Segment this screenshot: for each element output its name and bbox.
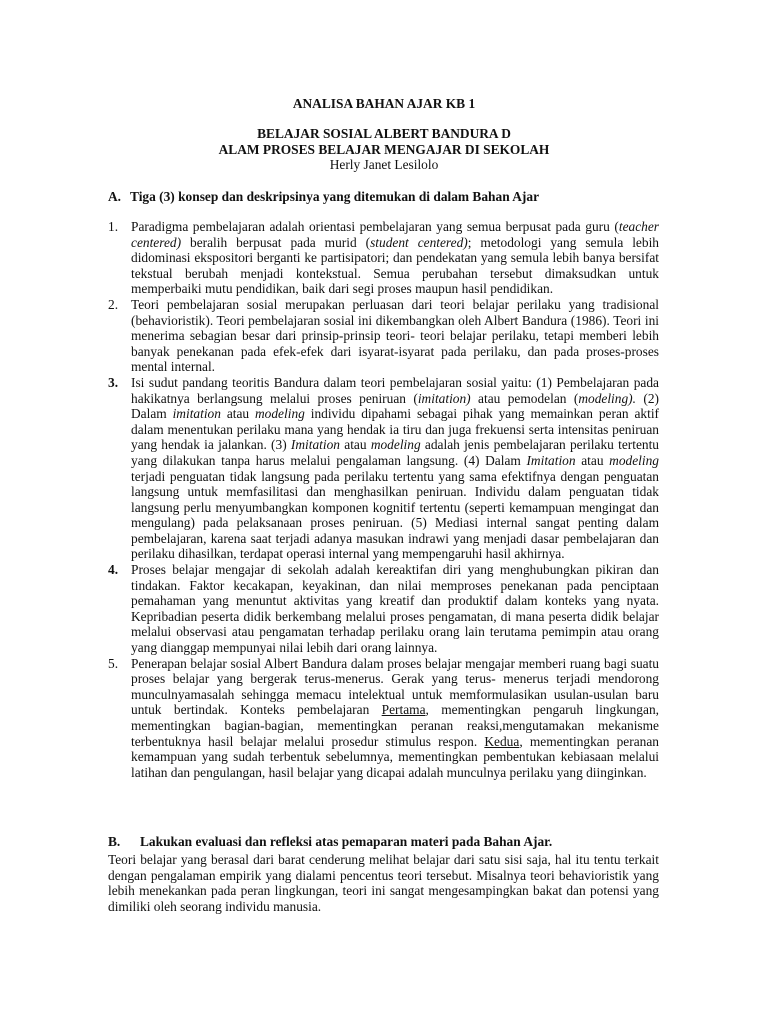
item-text: individu dipahami sebagai pihak yang memainkan peran aktif dalam menentukan perilaku mana yang hendak ia tiru dan juga frekuensi serta intensitas peniruan yang hendak ia jalankan. (3) [131, 406, 659, 453]
section-b-heading-text: Lakukan evaluasi dan refleksi atas pemaparan materi pada Bahan Ajar. [140, 834, 553, 849]
item-italic-term: teacher centered) [131, 219, 659, 250]
section-b-paragraph: Teori belajar yang berasal dari barat cenderung melihat belajar dari satu sisi saja, hal itu tentu terkait dengan pengalaman empirik yang dialami pencentus teori tersebut. Misalnya teori behavioristik yang lebih menekankan pada peran lingkungan, teori ini sangat mengesampingkan bakat dan potensi yang dimiliki oleh seorang individu manusia. [108, 852, 659, 914]
item-underlined-term: Pertama [381, 702, 426, 718]
list-item [108, 562, 659, 656]
item-number: 3. [108, 374, 119, 390]
author-name: Herly Janet Lesilolo [329, 157, 439, 172]
item-text: ; metodologi yang semula lebih didominasi ekspositori berganti ke partisipatori; dan pendekatan yang semula lebih banya bersifat tekstual berubah menjadi kontekstual. Semua perubahan tersebut dimaksudkan untuk memperbaiki mutu pendidikan, baik dari segi proses maupun hasil pendidikan. [131, 234, 659, 297]
item-italic-term: Imitation [526, 452, 576, 468]
section-b-heading [108, 834, 668, 850]
item-number: 1. [108, 219, 119, 234]
item-text: Penerapan belajar sosial Albert Bandura dalam proses belajar mengajar memberi ruang bagi suatu proses belajar yang bergerak terus-menerus. Gerak yang terus- menerus terjadi mendorong munculnyamasalah sehingga memacu intelektual untuk memformulasikan usulan-usulan baru untuk bertindak. Konteks pembelajaran [131, 655, 659, 718]
item-text: (2) Dalam [131, 390, 659, 422]
list-item [108, 219, 659, 297]
item-number: 5. [108, 655, 119, 671]
item-text: atau pemodelan ( [470, 390, 579, 406]
item-italic-term: student centered) [370, 234, 468, 250]
item-text: Paradigma pembelajaran adalah orientasi pembelajaran yang semua berpusat pada guru ( [131, 219, 619, 234]
section-a-heading [108, 189, 668, 205]
item-text: , mementingkan peranan kemampuan yang sudah terbentuk sebelumnya, mementingkan pembentukan kebiasaan melalui latihan dan pengulangan, hasil belajar yang dicapai adalah munculnya perilaku yang diinginkan. [131, 733, 659, 780]
item-text: atau [575, 452, 610, 468]
item-italic-term: modeling [255, 406, 305, 422]
item-italic-term: imitation [172, 406, 221, 422]
section-b-marker: B. [108, 834, 121, 849]
item-text: Isi sudut pandang teoritis Bandura dalam teori pembelajaran sosial yaitu: (1) Pembelajaran pada hakikatnya berlangsung melalui proses peniruan ( [131, 374, 659, 406]
list-item [108, 656, 659, 781]
item-text: atau [220, 406, 255, 422]
item-italic-term: Imitation [290, 437, 341, 453]
item-number: 4. [108, 562, 119, 578]
item-text: terjadi penguatan tidak langsung pada perilaku tertentu yang sama efektifnya dengan penguatan langsung untuk memfasilitasi dan menghasilkan peniruan. Individu dalam penguatan tidak langsung perlu menyumbangkan komponen kognitif tertentu (seperti kemampuan mengingat dan mengulang) pada pelaksanaan proses peniruan. (5) Mediasi internal sangat penting dalam pembelajaran, karena saat terjadi adanya masukan indrawi yang menjadi dasar pembelajaran dan perilaku dihasilkan, terdapat operasi internal yang mempengaruhi hasil akhirnya. [131, 468, 659, 562]
item-italic-term: modeling [370, 437, 421, 453]
item-text: atau [340, 437, 371, 453]
concept-list [108, 219, 659, 780]
list-item [108, 375, 659, 562]
item-italic-term: modeling [609, 452, 660, 468]
item-italic-term: modeling). [578, 390, 636, 406]
item-text: Proses belajar mengajar di sekolah adalah kereaktifan diri yang menghubungkan pikiran dan tindakan. Faktor kecakapan, keyakinan, dan nilai memproses penekanan pada penciptaan pemahaman yang menuntut aktivitas yang kreatif dan produktif dalam konteks yang nyata. Kepribadian peserta didik berkembang melalui proses pengamatan, di mana peserta didik belajar melalui observasi atau pengamatan terhadap perilaku orang lain terutama pemimpin atau orang yang dianggap mempunyai nilai lebih dari orang lainnya. [131, 562, 659, 656]
item-italic-term: imitation) [417, 390, 471, 406]
item-number: 2. [108, 296, 119, 312]
item-text: Teori pembelajaran sosial merupakan perluasan dari teori belajar perilaku yang tradisional (behavioristik). Teori pembelajaran sosial ini dikembangkan oleh Albert Bandura (1986). Teori ini menerima sebagian besar dari prinsip-prinsip teori- teori belajar perilaku, tetapi memberi lebih banyak penekanan pada efek-efek dari isyarat-isyarat pada perilaku, dan pada proses-proses mental internal. [131, 296, 659, 375]
subtitle-line-1: BELAJAR SOSIAL ALBERT BANDURA D [257, 126, 511, 141]
item-underlined-term: Kedua [484, 733, 520, 749]
section-a-marker: A. [108, 189, 122, 204]
document-title: ANALISA BAHAN AJAR KB 1 [292, 96, 476, 111]
subtitle-line-2: ALAM PROSES BELAJAR MENGAJAR DI SEKOLAH [218, 142, 550, 157]
item-text: adalah jenis pembelajaran perilaku tertentu yang dilakukan tanpa harus melalui pengalaman langsung. (4) Dalam [131, 437, 660, 468]
item-text: , mementingkan pengaruh lingkungan, mementingkan bagian-bagian, mementingkan peranan reaksi,mengutamakan mekanisme terbentuknya hasil belajar melalui prosedur stimulus respon. [131, 702, 659, 749]
list-item [108, 297, 659, 375]
item-text: beralih berpusat pada murid ( [181, 234, 371, 250]
section-a-heading-text: Tiga (3) konsep dan deskripsinya yang ditemukan di dalam Bahan Ajar [130, 189, 540, 204]
